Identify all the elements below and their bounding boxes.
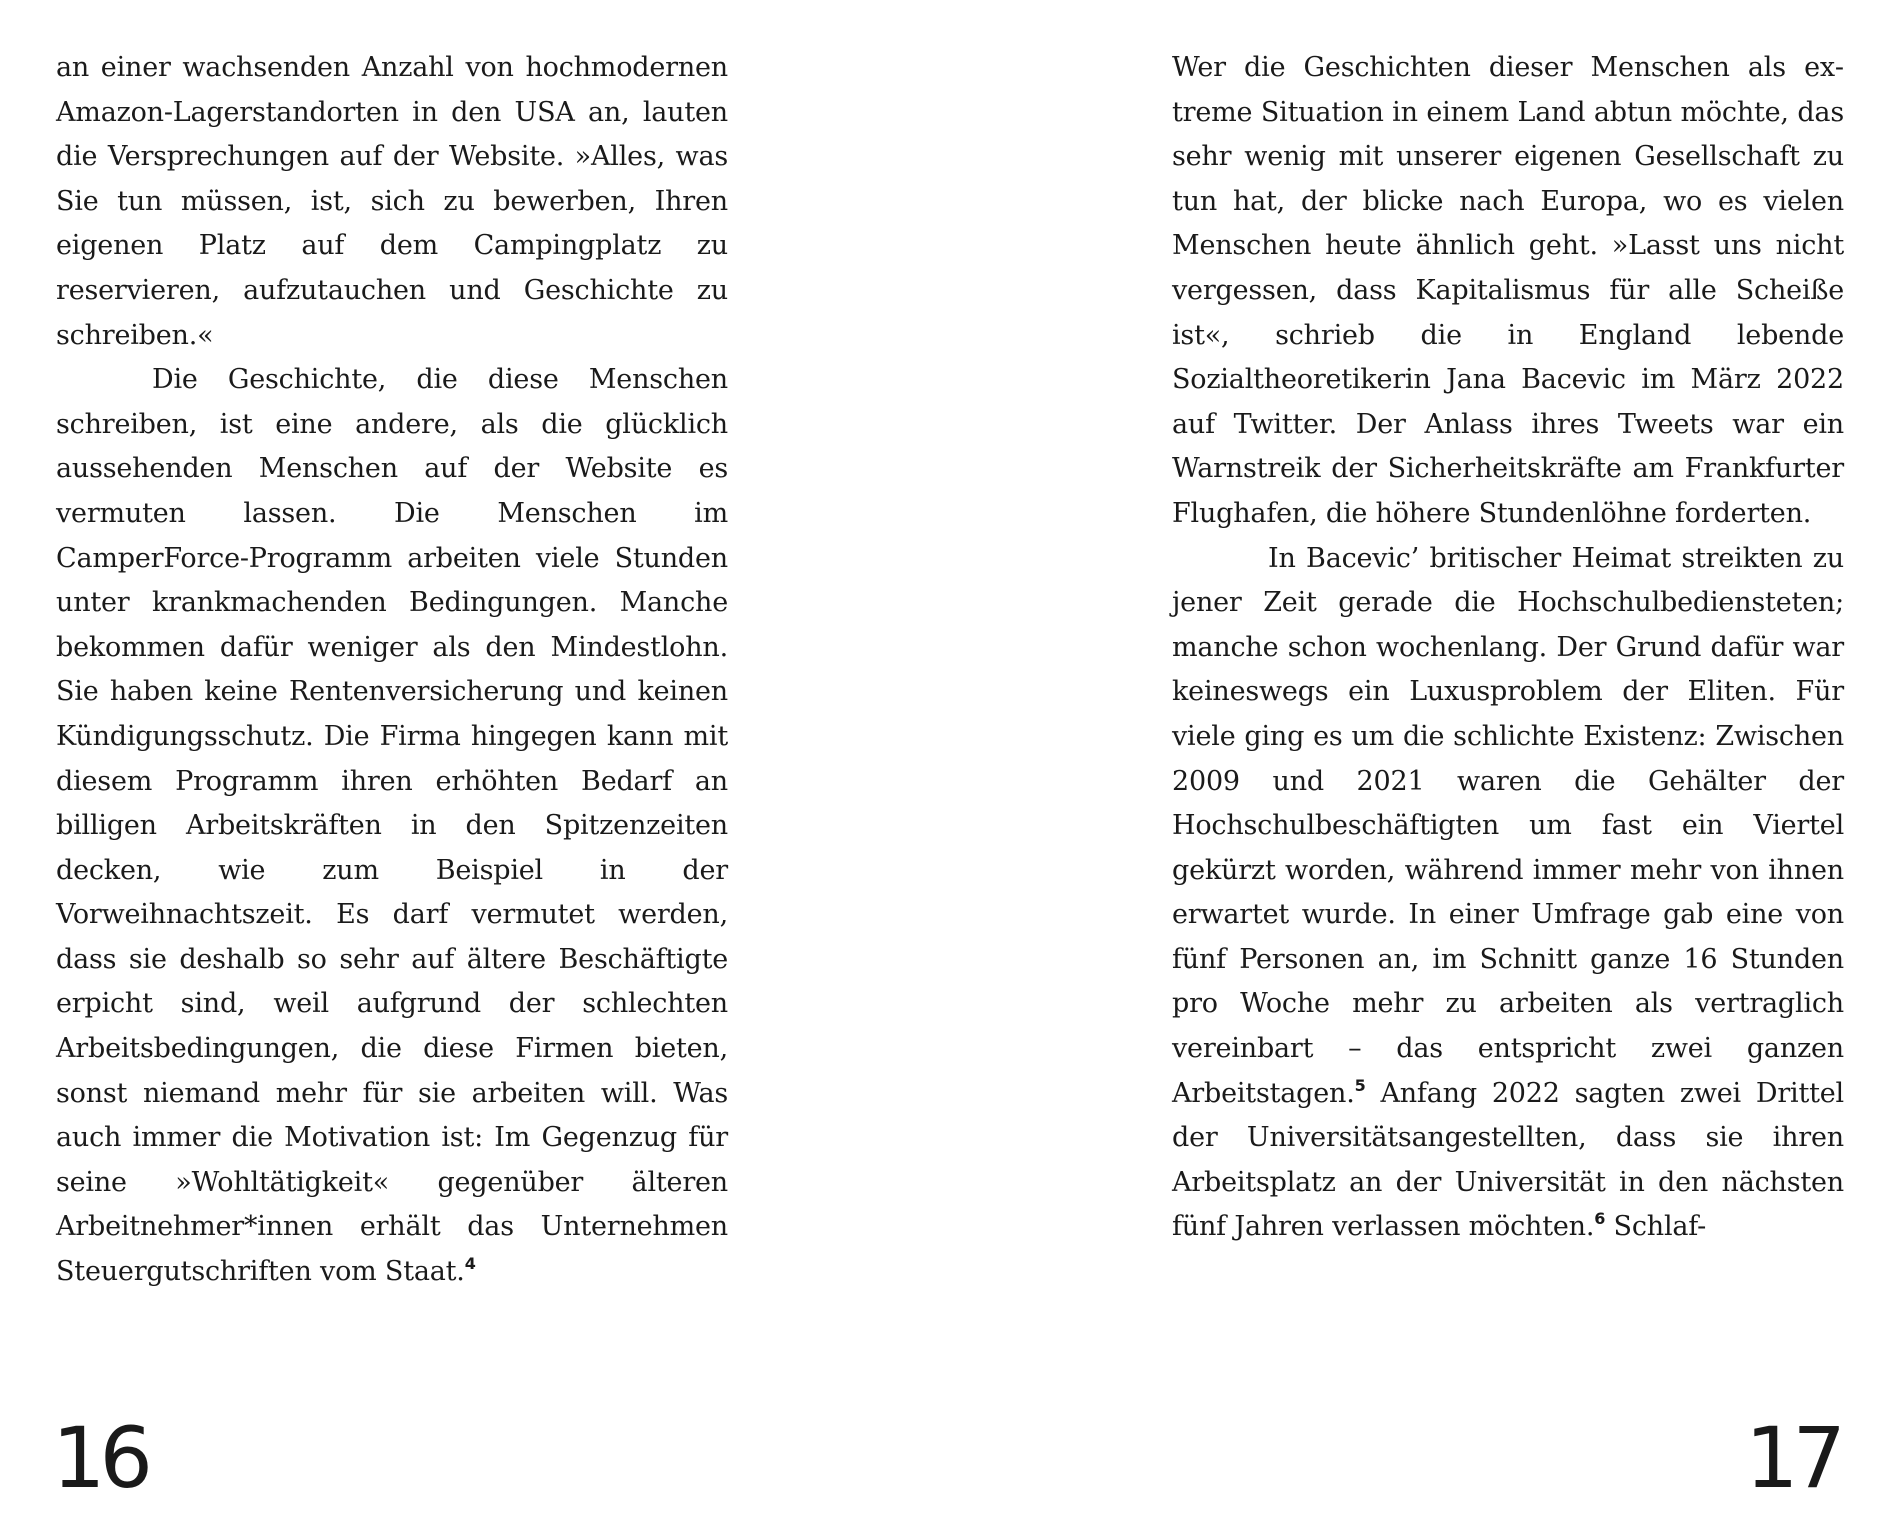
left-page-body (56, 46, 728, 1295)
paragraph-text: an einer wachsenden Anzahl von hochmodernen Amazon-Lagerstandorten in den USA an, lauten die Versprechungen auf der Website. »Alles, was Sie tun müssen, ist, sich zu bewerben, Ihren eigenen Platz auf dem Campingplatz zu reservieren, aufzutauchen und Geschichte zu schreiben.« (56, 52, 728, 351)
page-number: 17 (1745, 1409, 1840, 1507)
paragraph-text: Wer die Geschichten dieser Menschen als extreme Situation in einem Land abtun möchte, das sehr wenig mit unserer eigenen Gesellschaft zu tun hat, der blicke nach Europa, wo es vielen Menschen heute ähnlich geht. »Lasst uns nicht vergessen, dass Kapitalismus für alle Scheiße ist«, schrieb die in England lebende Sozialtheoretikerin Jana Bacevic im März 2022 auf Twitter. Der Anlass ihres Tweets war ein Warnstreik der Sicherheitskräfte am Frankfurter Flughafen, die höhere Stundenlöhne forderten. (1172, 52, 1844, 529)
paragraph-text: Anfang 2022 sagten zwei Drittel der Universitätsangestellten, dass sie ihren Arbeitsplatz an der Universität in den nächsten fünf Jahren verlassen möchten. (1172, 1077, 1844, 1243)
right-page (945, 0, 1890, 1536)
right-page-body (1172, 46, 1844, 1250)
paragraph (56, 358, 728, 1294)
paragraph-text: Die Geschichte, die diese Menschen schreiben, ist eine andere, als die glücklich aussehenden Menschen auf der Website es vermuten lassen. Die Menschen im CamperForce-Programm arbeiten viele Stunden unter krankmachenden Bedingungen. Manche bekommen dafür weniger als den Mindestlohn. Sie haben keine Rentenversicherung und keinen Kündigungsschutz. Die Firma hingegen kann mit diesem Programm ihren erhöhten Bedarf an billigen Arbeitskräften in den Spitzenzeiten decken, wie zum Beispiel in der Vorweihnachtszeit. Es darf vermutet werden, dass sie deshalb so sehr auf ältere Beschäftigte erpicht sind, weil aufgrund der schlechten Arbeitsbedingungen, die diese Firmen bieten, sonst niemand mehr für sie arbeiten will. Was auch immer die Motivation ist: Im Gegenzug für seine »Wohltätigkeit« gegenüber älteren Arbeitnehmer*innen erhält das Unternehmen Steuergutschriften vom Staat. (56, 364, 728, 1288)
paragraph-text: In Bacevic’ britischer Heimat streikten zu jener Zeit gerade die Hochschulbediensteten; manche schon wochenlang. Der Grund dafür war keineswegs ein Luxusproblem der Eliten. Für viele ging es um die schlichte Existenz: Zwischen 2009 und 2021 waren die Gehälter der Hochschulbeschäftigten um fast ein Viertel gekürzt worden, während immer mehr von ihnen erwartet wurde. In einer Umfrage gab eine von fünf Personen an, im Schnitt ganze 16 Stunden pro Woche mehr zu arbeiten als vertraglich vereinbart – das entspricht zwei ganzen Arbeitstagen. (1172, 542, 1844, 1109)
footnote-marker: 6 (1594, 1209, 1606, 1229)
paragraph (56, 46, 728, 358)
paragraph (1172, 537, 1844, 1251)
paragraph-text: Schlaf- (1605, 1211, 1707, 1243)
footnote-marker: 4 (464, 1253, 476, 1273)
paragraph (1172, 46, 1844, 537)
footnote-marker: 5 (1354, 1075, 1366, 1095)
page-number: 16 (52, 1409, 147, 1507)
